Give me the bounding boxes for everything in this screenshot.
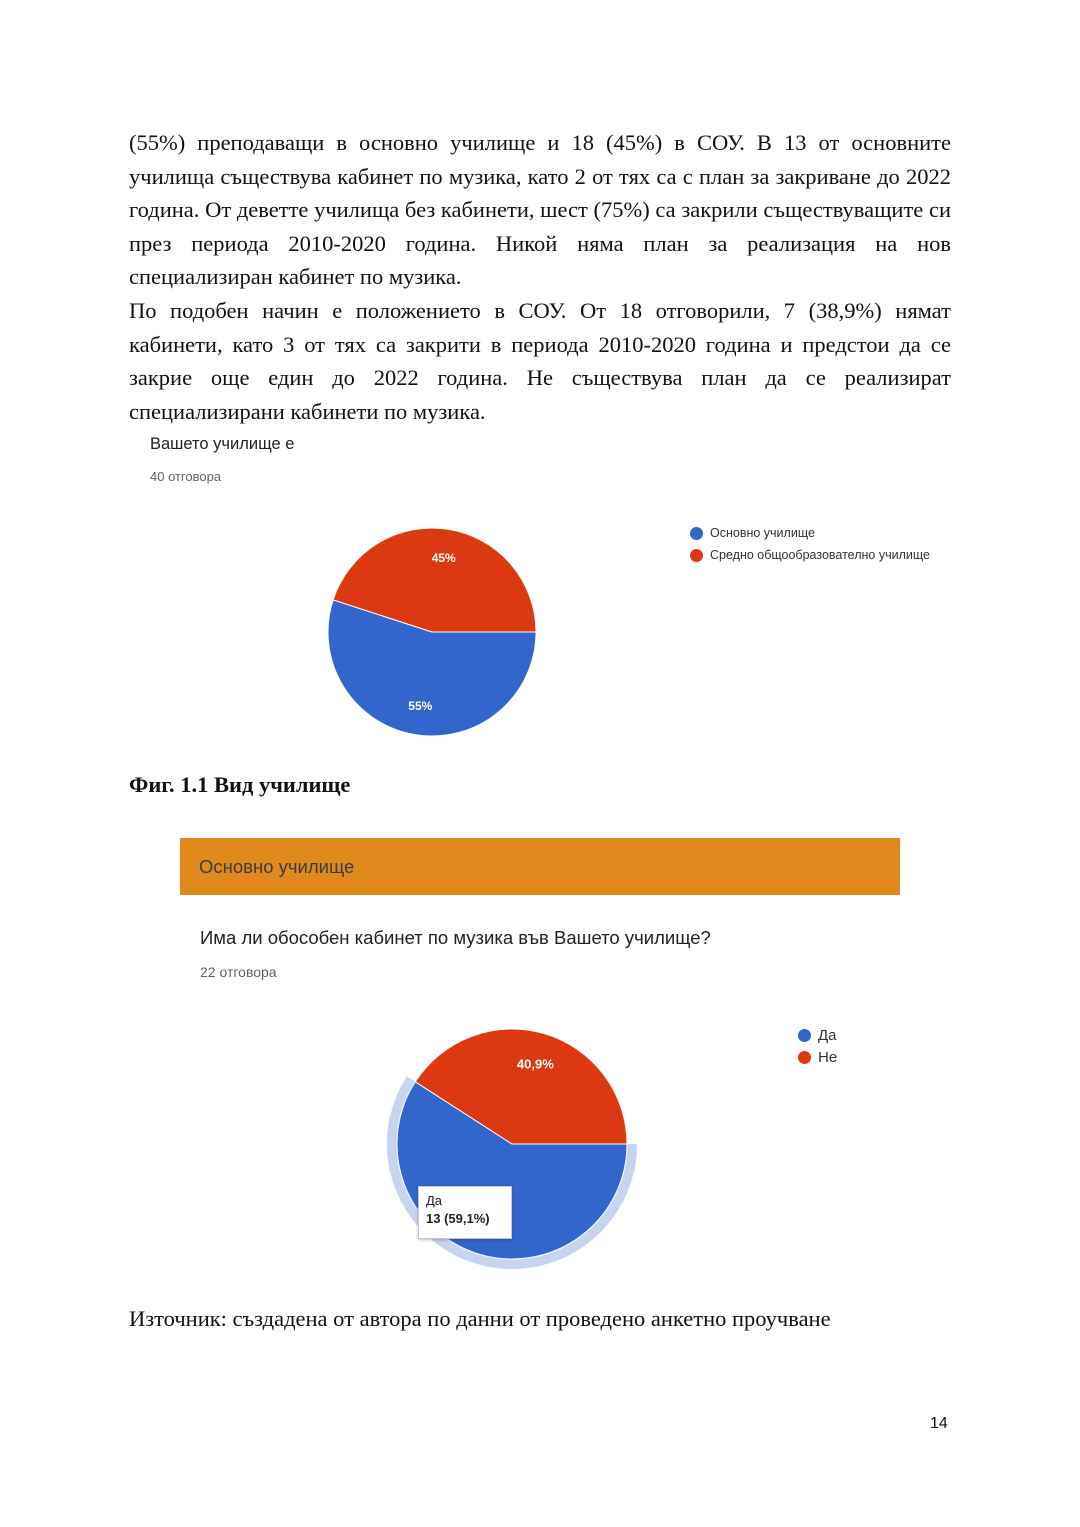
chart1-pie (310, 510, 555, 755)
chart2-pie (375, 1025, 645, 1280)
chart2-tooltip (418, 1186, 512, 1239)
chart1-legend-item-0[interactable] (690, 522, 930, 544)
section-banner (180, 838, 900, 895)
paragraph-1 (129, 126, 951, 294)
chart2-slice-1-label: 40,9% (516, 1056, 554, 1072)
chart2-legend-label: Да (818, 1026, 837, 1044)
circle-icon (690, 527, 703, 540)
paragraph-2 (129, 294, 951, 428)
chart2-legend-label: Не (818, 1048, 838, 1066)
circle-icon (798, 1051, 811, 1064)
page-number: 14 (930, 1415, 948, 1432)
tooltip-value: 13 (59,1%) (426, 1211, 490, 1226)
chart1-slice-1-label: 45% (431, 551, 456, 566)
chart1-response-count: 40 отговора (150, 469, 222, 484)
chart2-legend-item-0[interactable] (798, 1024, 837, 1046)
tooltip-label: Да (426, 1193, 443, 1208)
circle-icon (690, 549, 703, 562)
source-note: Източник: създадена от автора по данни от проведено анкетно проучване (129, 1306, 831, 1331)
chart2-legend-item-1[interactable] (798, 1046, 837, 1068)
circle-icon (798, 1029, 811, 1042)
paragraph-2-text: По подобен начин е положението в СОУ. От 18 отговорили, 7 (38,9%) нямат кабинети, като 3 от тях са закрити в периода 2010-2020 година и предстои да се закрие още един до 2022 година. Не съществува план да се реализират специализирани кабинети по музика. (129, 298, 951, 424)
chart1-title: Вашето училище е (150, 435, 295, 453)
chart2-response-count: 22 отговора (200, 964, 277, 980)
chart1-legend-label: Средно общообразователно училище (710, 548, 930, 562)
figure-caption: Фиг. 1.1 Вид училище (129, 772, 351, 797)
chart1-slice-0-label: 55% (408, 698, 433, 713)
chart1-legend-item-1[interactable] (690, 544, 930, 566)
chart2-legend (798, 1024, 837, 1068)
chart1-legend (690, 522, 930, 566)
chart2-title: Има ли обособен кабинет по музика във Вашето училище? (200, 927, 711, 948)
chart1-legend-label: Основно училище (710, 526, 815, 540)
section-banner-label: Основно училище (199, 855, 355, 877)
paragraph-1-text: (55%) преподаващи в основно училище и 18 (45%) в СОУ. В 13 от основните училища съществува кабинет по музика, като 2 от тях са с план за закриване до 2022 година. От деветте училища без кабинети, шест (75%) са закрили съществуващите си през периода 2010-2020 година. Никой няма план за реализация на нов специализиран кабинет по музика. (129, 130, 951, 289)
